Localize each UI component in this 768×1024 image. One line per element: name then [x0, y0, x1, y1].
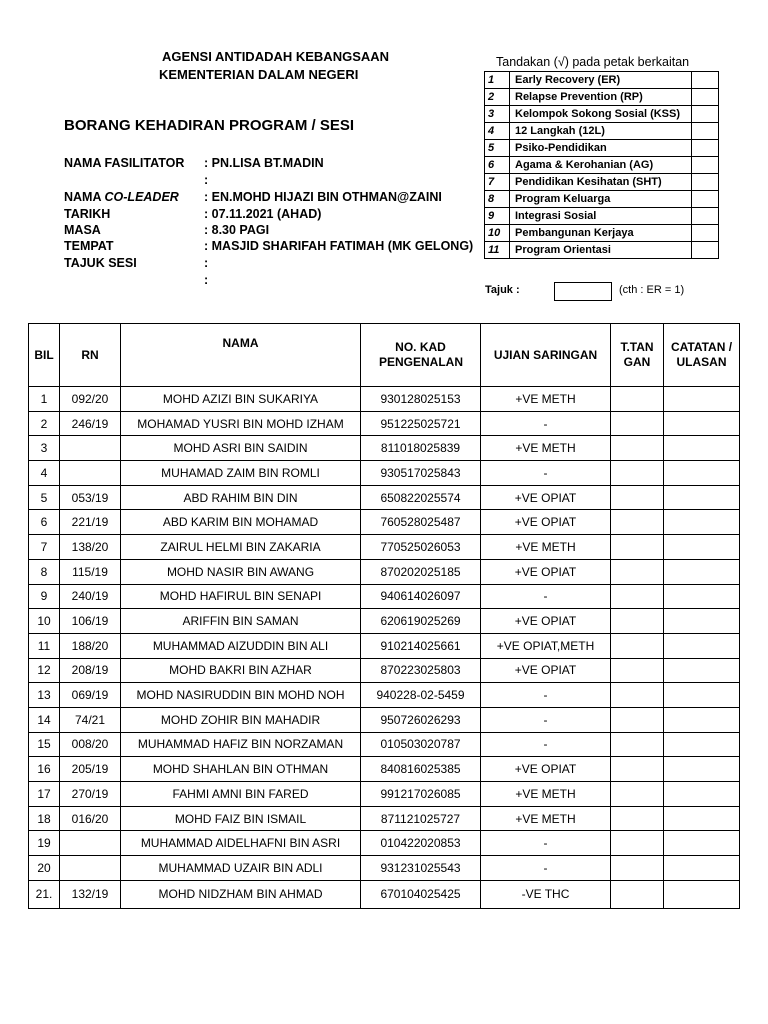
cell-notes[interactable] [664, 732, 740, 757]
cell-kad: 991217026085 [361, 782, 481, 807]
cell-rn [60, 831, 121, 856]
program-number: 11 [485, 242, 510, 259]
cell-ujian: - [481, 683, 611, 708]
cell-ujian: +VE OPIAT [481, 559, 611, 584]
program-number: 1 [485, 72, 510, 89]
cell-signature[interactable] [611, 707, 664, 732]
tajuk-label: Tajuk : [485, 284, 520, 296]
cell-kad: 930128025153 [361, 387, 481, 412]
program-name: Agama & Kerohanian (AG) [510, 157, 692, 174]
program-row [485, 242, 719, 259]
program-checkbox[interactable] [692, 174, 719, 191]
topic-label: TAJUK SESI [64, 256, 137, 270]
program-checkbox[interactable] [692, 72, 719, 89]
cell-signature[interactable] [611, 584, 664, 609]
cell-signature[interactable] [611, 683, 664, 708]
program-row [485, 157, 719, 174]
cell-signature[interactable] [611, 732, 664, 757]
cell-bil: 2 [29, 411, 60, 436]
cell-signature[interactable] [611, 535, 664, 560]
cell-nama: MOHD NIDZHAM BIN AHMAD [121, 880, 361, 908]
cell-rn: 208/19 [60, 658, 121, 683]
program-name: Program Orientasi [510, 242, 692, 259]
program-row [485, 140, 719, 157]
header-kad: NO. KAD PENGENALAN [361, 324, 481, 387]
cell-bil: 1 [29, 387, 60, 412]
cell-kad: 871121025727 [361, 806, 481, 831]
cell-notes[interactable] [664, 387, 740, 412]
cell-rn: 132/19 [60, 880, 121, 908]
table-row [29, 732, 740, 757]
place-label: TEMPAT [64, 239, 114, 253]
program-checkbox[interactable] [692, 208, 719, 225]
cell-nama: ZAIRUL HELMI BIN ZAKARIA [121, 535, 361, 560]
cell-nama: MOHD HAFIRUL BIN SENAPI [121, 584, 361, 609]
cell-bil: 7 [29, 535, 60, 560]
cell-bil: 11 [29, 633, 60, 658]
program-checkbox[interactable] [692, 140, 719, 157]
cell-nama: MOHD AZIZI BIN SUKARIYA [121, 387, 361, 412]
table-row [29, 856, 740, 881]
cell-kad: 910214025661 [361, 633, 481, 658]
cell-ujian: -VE THC [481, 880, 611, 908]
cell-rn: 115/19 [60, 559, 121, 584]
header-ujian: UJIAN SARINGAN [481, 324, 611, 387]
program-row [485, 225, 719, 242]
cell-ujian: +VE OPIAT [481, 757, 611, 782]
cell-rn: 74/21 [60, 707, 121, 732]
cell-notes[interactable] [664, 535, 740, 560]
cell-bil: 5 [29, 485, 60, 510]
program-checkbox[interactable] [692, 242, 719, 259]
cell-rn: 205/19 [60, 757, 121, 782]
program-name: Pembangunan Kerjaya [510, 225, 692, 242]
program-row [485, 106, 719, 123]
cell-notes[interactable] [664, 880, 740, 908]
cell-kad: 811018025839 [361, 436, 481, 461]
facilitator-value: : PN.LISA BT.MADIN [204, 156, 324, 170]
cell-nama: MOHAMAD YUSRI BIN MOHD IZHAM [121, 411, 361, 436]
table-row [29, 880, 740, 908]
program-row [485, 208, 719, 225]
cell-ujian: +VE METH [481, 535, 611, 560]
cell-bil: 18 [29, 806, 60, 831]
cell-notes[interactable] [664, 806, 740, 831]
program-number: 10 [485, 225, 510, 242]
cell-kad: 930517025843 [361, 461, 481, 486]
cell-signature[interactable] [611, 806, 664, 831]
cell-signature[interactable] [611, 658, 664, 683]
cell-bil: 12 [29, 658, 60, 683]
cell-nama: MUHAMAD ZAIM BIN ROMLI [121, 461, 361, 486]
cell-ujian: - [481, 411, 611, 436]
cell-bil: 19 [29, 831, 60, 856]
cell-kad: 670104025425 [361, 880, 481, 908]
cell-notes[interactable] [664, 856, 740, 881]
program-number: 2 [485, 89, 510, 106]
program-checkbox[interactable] [692, 157, 719, 174]
header-bil: BIL [29, 324, 60, 387]
table-row [29, 387, 740, 412]
cell-bil: 20 [29, 856, 60, 881]
cell-nama: MUHAMMAD UZAIR BIN ADLI [121, 856, 361, 881]
program-checklist-caption: Tandakan (√) pada petak berkaitan [496, 55, 690, 69]
program-number: 5 [485, 140, 510, 157]
cell-rn [60, 436, 121, 461]
cell-ujian: +VE OPIAT [481, 658, 611, 683]
cell-kad: 940614026097 [361, 584, 481, 609]
cell-signature[interactable] [611, 510, 664, 535]
blank-colon: : [204, 273, 209, 287]
cell-ujian: +VE METH [481, 387, 611, 412]
cell-ujian: - [481, 707, 611, 732]
attendance-table [28, 323, 740, 909]
table-row [29, 633, 740, 658]
blank-colon: : [204, 173, 209, 187]
tajuk-input-box[interactable] [554, 282, 612, 301]
cell-notes[interactable] [664, 559, 740, 584]
program-number: 7 [485, 174, 510, 191]
cell-rn: 053/19 [60, 485, 121, 510]
cell-notes[interactable] [664, 436, 740, 461]
cell-nama: MOHD ZOHIR BIN MAHADIR [121, 707, 361, 732]
cell-signature[interactable] [611, 387, 664, 412]
topic-value: : [204, 256, 209, 270]
cell-nama: ARIFFIN BIN SAMAN [121, 609, 361, 634]
agency-name: AGENSI ANTIDADAH KEBANGSAAN [162, 49, 390, 64]
coleader-label: NAMA CO-LEADER [64, 190, 179, 204]
table-header-row [29, 324, 740, 387]
cell-kad: 760528025487 [361, 510, 481, 535]
cell-ujian: +VE METH [481, 436, 611, 461]
cell-rn: 092/20 [60, 387, 121, 412]
cell-kad: 870202025185 [361, 559, 481, 584]
table-row [29, 831, 740, 856]
table-row [29, 806, 740, 831]
program-number: 3 [485, 106, 510, 123]
cell-rn [60, 856, 121, 881]
cell-notes[interactable] [664, 658, 740, 683]
program-row [485, 174, 719, 191]
cell-kad: 950726026293 [361, 707, 481, 732]
cell-bil: 9 [29, 584, 60, 609]
date-value: : 07.11.2021 (AHAD) [204, 207, 322, 221]
cell-kad: 620619025269 [361, 609, 481, 634]
program-checkbox[interactable] [692, 191, 719, 208]
cell-signature[interactable] [611, 633, 664, 658]
cell-bil: 8 [29, 559, 60, 584]
cell-notes[interactable] [664, 707, 740, 732]
cell-bil: 10 [29, 609, 60, 634]
cell-nama: FAHMI AMNI BIN FARED [121, 782, 361, 807]
ministry-name: KEMENTERIAN DALAM NEGERI [159, 67, 359, 82]
cell-nama: MOHD BAKRI BIN AZHAR [121, 658, 361, 683]
table-row [29, 436, 740, 461]
program-checkbox[interactable] [692, 89, 719, 106]
header-rn: RN [60, 324, 121, 387]
cell-kad: 870223025803 [361, 658, 481, 683]
session-info [64, 156, 474, 296]
cell-bil: 21. [29, 880, 60, 908]
table-row [29, 559, 740, 584]
program-name: 12 Langkah (12L) [510, 123, 692, 140]
cell-ujian: +VE OPIAT [481, 485, 611, 510]
cell-signature[interactable] [611, 436, 664, 461]
cell-nama: MOHD SHAHLAN BIN OTHMAN [121, 757, 361, 782]
program-number: 9 [485, 208, 510, 225]
table-row [29, 757, 740, 782]
table-row [29, 461, 740, 486]
cell-signature[interactable] [611, 559, 664, 584]
cell-rn: 069/19 [60, 683, 121, 708]
table-row [29, 609, 740, 634]
cell-ujian: - [481, 856, 611, 881]
cell-ujian: +VE OPIAT [481, 609, 611, 634]
cell-ujian: +VE OPIAT [481, 510, 611, 535]
program-checklist [484, 71, 719, 259]
header-nama: NAMA [121, 324, 361, 387]
cell-ujian: - [481, 732, 611, 757]
time-label: MASA [64, 223, 101, 237]
cell-bil: 17 [29, 782, 60, 807]
cell-nama: MOHD NASIRUDDIN BIN MOHD NOH [121, 683, 361, 708]
cell-nama: MOHD FAIZ BIN ISMAIL [121, 806, 361, 831]
table-row [29, 411, 740, 436]
cell-notes[interactable] [664, 411, 740, 436]
cell-nama: MOHD NASIR BIN AWANG [121, 559, 361, 584]
cell-signature[interactable] [611, 856, 664, 881]
cell-nama: ABD RAHIM BIN DIN [121, 485, 361, 510]
program-name: Kelompok Sokong Sosial (KSS) [510, 106, 692, 123]
cell-kad: 940228-02-5459 [361, 683, 481, 708]
cell-signature[interactable] [611, 485, 664, 510]
program-name: Relapse Prevention (RP) [510, 89, 692, 106]
form-title: BORANG KEHADIRAN PROGRAM / SESI [64, 117, 355, 134]
date-label: TARIKH [64, 207, 111, 221]
cell-rn: 106/19 [60, 609, 121, 634]
header-catatan: CATATAN / ULASAN [664, 324, 740, 387]
cell-bil: 13 [29, 683, 60, 708]
header-ttangan: T.TAN GAN [611, 324, 664, 387]
program-number: 6 [485, 157, 510, 174]
cell-notes[interactable] [664, 683, 740, 708]
cell-signature[interactable] [611, 831, 664, 856]
table-row [29, 683, 740, 708]
cell-bil: 6 [29, 510, 60, 535]
cell-rn: 246/19 [60, 411, 121, 436]
cell-notes[interactable] [664, 633, 740, 658]
cell-signature[interactable] [611, 461, 664, 486]
program-name: Psiko-Pendidikan [510, 140, 692, 157]
cell-ujian: +VE METH [481, 782, 611, 807]
cell-bil: 3 [29, 436, 60, 461]
program-name: Program Keluarga [510, 191, 692, 208]
cell-notes[interactable] [664, 485, 740, 510]
cell-rn: 138/20 [60, 535, 121, 560]
cell-signature[interactable] [611, 757, 664, 782]
program-checkbox[interactable] [692, 106, 719, 123]
cell-kad: 931231025543 [361, 856, 481, 881]
cell-notes[interactable] [664, 831, 740, 856]
cell-rn: 016/20 [60, 806, 121, 831]
cell-notes[interactable] [664, 609, 740, 634]
program-name: Pendidikan Kesihatan (SHT) [510, 174, 692, 191]
program-checkbox[interactable] [692, 225, 719, 242]
table-row [29, 510, 740, 535]
program-number: 4 [485, 123, 510, 140]
program-row [485, 89, 719, 106]
cell-signature[interactable] [611, 880, 664, 908]
cell-kad: 650822025574 [361, 485, 481, 510]
cell-rn: 240/19 [60, 584, 121, 609]
tajuk-hint: (cth : ER = 1) [619, 284, 685, 296]
cell-nama: MUHAMMAD AIZUDDIN BIN ALI [121, 633, 361, 658]
cell-kad: 951225025721 [361, 411, 481, 436]
cell-notes[interactable] [664, 757, 740, 782]
facilitator-label: NAMA FASILITATOR [64, 156, 185, 170]
cell-notes[interactable] [664, 782, 740, 807]
program-checkbox[interactable] [692, 123, 719, 140]
cell-signature[interactable] [611, 411, 664, 436]
cell-kad: 010503020787 [361, 732, 481, 757]
cell-bil: 4 [29, 461, 60, 486]
cell-nama: MUHAMMAD AIDELHAFNI BIN ASRI [121, 831, 361, 856]
cell-kad: 840816025385 [361, 757, 481, 782]
program-row [485, 123, 719, 140]
cell-bil: 15 [29, 732, 60, 757]
cell-bil: 14 [29, 707, 60, 732]
table-row [29, 535, 740, 560]
cell-kad: 770525026053 [361, 535, 481, 560]
cell-notes[interactable] [664, 461, 740, 486]
cell-nama: ABD KARIM BIN MOHAMAD [121, 510, 361, 535]
cell-signature[interactable] [611, 609, 664, 634]
program-number: 8 [485, 191, 510, 208]
table-row [29, 584, 740, 609]
coleader-value: : EN.MOHD HIJAZI BIN OTHMAN@ZAINI [204, 190, 442, 204]
cell-nama: MOHD ASRI BIN SAIDIN [121, 436, 361, 461]
cell-rn: 188/20 [60, 633, 121, 658]
table-row [29, 485, 740, 510]
table-row [29, 782, 740, 807]
cell-ujian: - [481, 831, 611, 856]
cell-bil: 16 [29, 757, 60, 782]
cell-ujian: +VE OPIAT,METH [481, 633, 611, 658]
table-row [29, 707, 740, 732]
time-value: : 8.30 PAGI [204, 223, 270, 237]
cell-rn: 221/19 [60, 510, 121, 535]
program-name: Integrasi Sosial [510, 208, 692, 225]
table-row [29, 658, 740, 683]
program-row [485, 72, 719, 89]
cell-ujian: - [481, 584, 611, 609]
cell-ujian: - [481, 461, 611, 486]
cell-rn [60, 461, 121, 486]
cell-kad: 010422020853 [361, 831, 481, 856]
place-value: : MASJID SHARIFAH FATIMAH (MK GELONG) [204, 239, 474, 253]
cell-rn: 270/19 [60, 782, 121, 807]
program-name: Early Recovery (ER) [510, 72, 692, 89]
cell-notes[interactable] [664, 510, 740, 535]
cell-ujian: +VE METH [481, 806, 611, 831]
cell-notes[interactable] [664, 584, 740, 609]
program-row [485, 191, 719, 208]
cell-nama: MUHAMMAD HAFIZ BIN NORZAMAN [121, 732, 361, 757]
cell-rn: 008/20 [60, 732, 121, 757]
cell-signature[interactable] [611, 782, 664, 807]
